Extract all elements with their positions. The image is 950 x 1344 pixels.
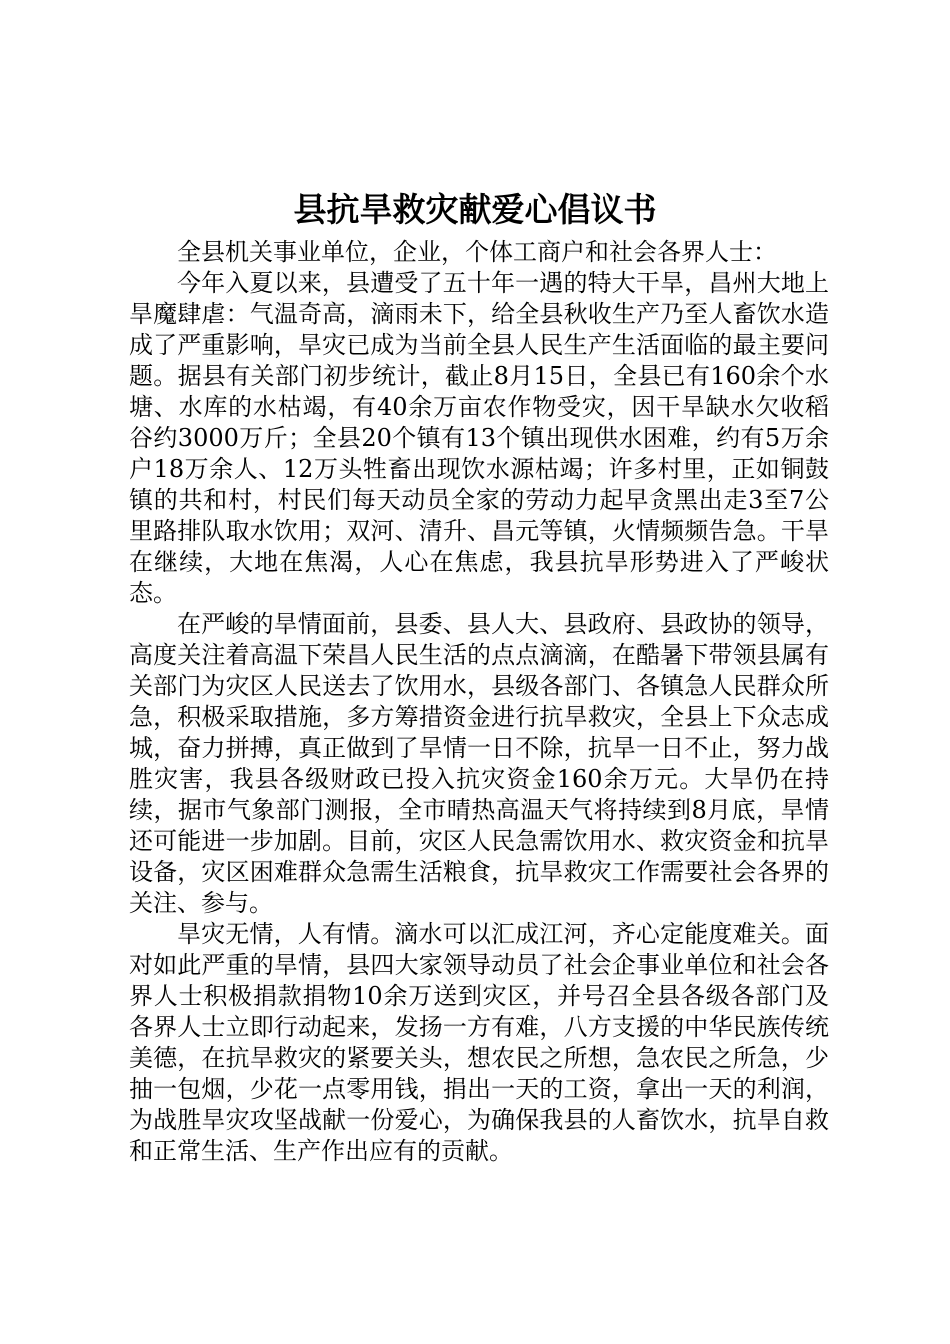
document-body	[129, 237, 829, 1167]
body-paragraph-1: 今年入夏以来，县遭受了五十年一遇的特大干旱，昌州大地上旱魔肆虐：气温奇高，滴雨未下，给全县秋收生产乃至人畜饮水造成了严重影响，旱灾已成为当前全县人民生产生活面临的最主要问题。据县有关部门初步统计，截止8月15日，全县已有160余个水塘、水库的水枯竭，有40余万亩农作物受灾，因干旱缺水欠收稻谷约3000万斤；全县20个镇有13个镇出现供水困难，约有5万余户18万余人、12万头牲畜出现饮水源枯竭；许多村里，正如铜鼓镇的共和村，村民们每天动员全家的劳动力起早贪黑出走3至7公里路排队取水饮用；双河、清升、昌元等镇，火情频频告急。干旱在继续，大地在焦渴，人心在焦虑，我县抗旱形势进入了严峻状态。	[129, 269, 829, 607]
document-title: 县抗旱救灾献爱心倡议书	[293, 190, 657, 229]
body-paragraph-3: 旱灾无情，人有情。滴水可以汇成江河，齐心定能度难关。面对如此严重的旱情，县四大家领导动员了社会企事业单位和社会各界人士积极捐款捐物10余万送到灾区，并号召全县各级各部门及各界人士立即行动起来，发扬一方有难，八方支援的中华民族传统美德，在抗旱救灾的紧要关头，想农民之所想，急农民之所急，少抽一包烟，少花一点零用钱，捐出一天的工资，拿出一天的利润，为战胜旱灾攻坚战献一份爱心，为确保我县的人畜饮水，抗旱自救和正常生活、生产作出应有的贡献。	[129, 920, 829, 1165]
salutation: 全县机关事业单位，企业，个体工商户和社会各界人士：	[177, 238, 777, 266]
body-paragraph-2: 在严峻的旱情面前，县委、县人大、县政府、县政协的领导，高度关注着高温下荣昌人民生活的点点滴滴，在酷暑下带领县属有关部门为灾区人民送去了饮用水，县级各部门、各镇急人民群众所急，积极采取措施，多方筹措资金进行抗旱救灾，全县上下众志成城，奋力拼搏，真正做到了旱情一日不除，抗旱一日不止，努力战胜灾害，我县各级财政已投入抗灾资金160余万元。大旱仍在持续，据市气象部门测报，全市晴热高温天气将持续到8月底，旱情还可能进一步加剧。目前，灾区人民急需饮用水、救灾资金和抗旱设备，灾区困难群众急需生活粮食，抗旱救灾工作需要社会各界的关注、参与。	[129, 610, 829, 917]
